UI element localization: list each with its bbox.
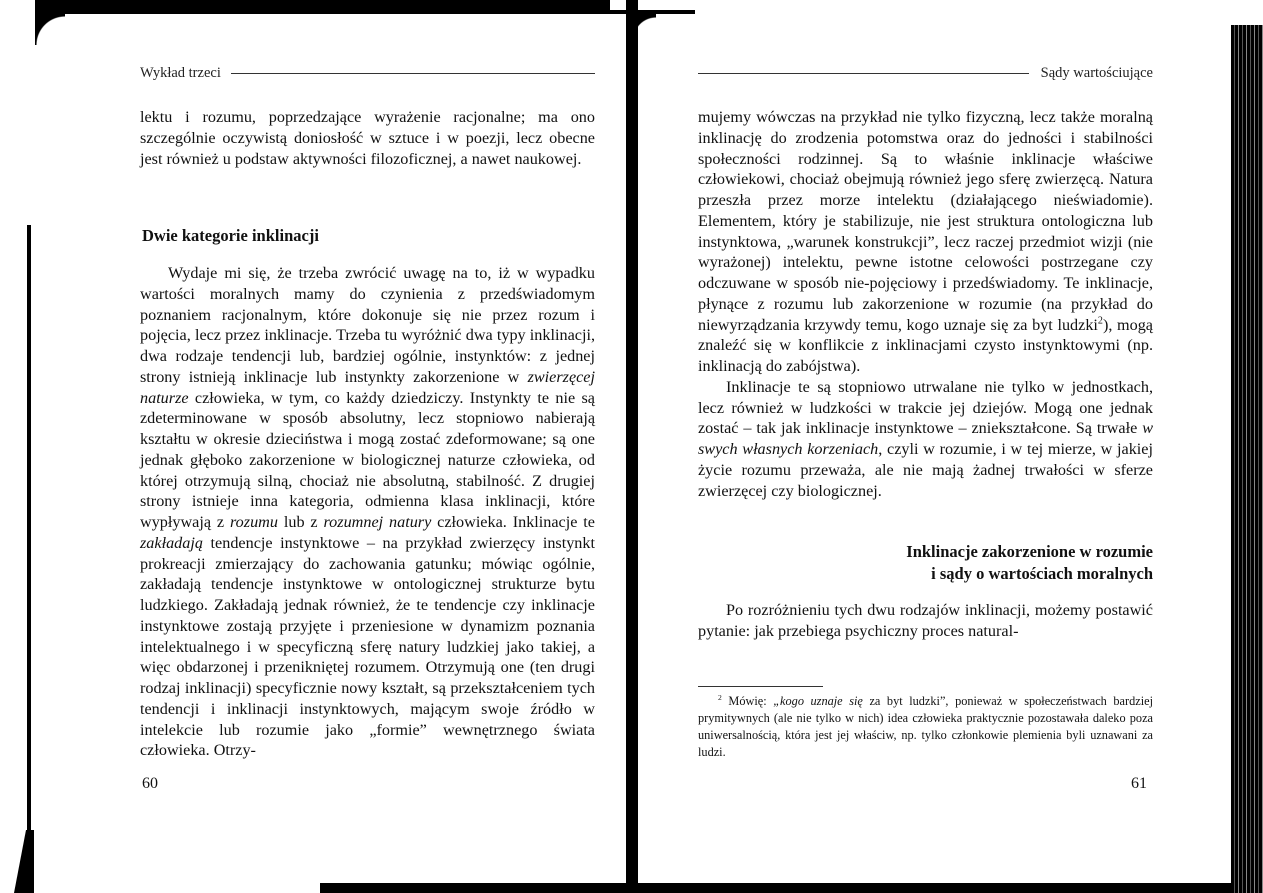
intro-paragraph — [140, 107, 595, 169]
paragraph-text: Wydaje mi się, że trzeba zwrócić uwagę na to, iż w wypadku wartości moralnych mamy do czynienia z przedświadomym poznaniem racjonalnym, które dokonuje się nie przez rozum i pojęcia, lecz przez inklinacje. Trzeba tu wyróżnić dwa typy inklinacji, dwa rodzaje tendencji lub, bardziej ogólnie, instynktów: z jednej strony istnieją inklinacje lub instynkty zakorzenione w zwierzęcej naturze człowieka, w tym, co każdy dziedziczy. Instynkty te nie są zdeterminowane w sposób absolutny, lecz stopniowo nabierają kształtu w okresie dzieciństwa i mogą zostać zdeformowane; są one jednak głęboko zakorzenione w biologicznej naturze człowieka, od której otrzymują silną, chociaż nie absolutną, stabilność. Z drugiej strony istnieje inna kategoria, odmienna klasa inklinacji, które wypływają z rozumu lub z rozumnej natury człowieka. Inklinacje te zakładają tendencje instynktowe – na przykład zwierzęcy instynkt prokreacji zmierzający do zachowania gatunku; mówiąc ogólnie, zakładają tendencje instynktowe w ontologicznej strukturze bytu ludzkiego. Zakładają jednak również, że te tendencje czy inklinacje instynktowe zostają przyjęte i przeniesione w dynamizm poznania intelektualnego i w specyficzną sferę natury ludzkiej jako takiej, a więc obdarzonej i przenikniętej rozumem. Otrzymują one (ten drugi rodzaj inklinacji) specyficznie nowy kształt, są przekształceniem tych tendencji i inklinacji instynktowych, mającym swoje źródło w intelekcie lub rozumie jako „formie” wewnętrznego świata człowieka. Otrzy- — [140, 264, 595, 760]
main-paragraph — [140, 263, 595, 761]
footnote — [698, 693, 1153, 761]
paragraph-text: lektu i rozumu, poprzedzające wyrażenie racjonalne; ma ono szczególnie oczywistą doniosłość w sztuce i w poezji, lecz obecne jest również u podstaw aktywności filozoficznej, a nawet naukowej. — [140, 108, 595, 168]
section-heading — [698, 541, 1153, 585]
scan-border-top-left — [35, 0, 610, 14]
page-number: 61 — [1131, 775, 1147, 792]
scan-border-corner — [35, 10, 65, 45]
emphasis: rozumu — [229, 513, 278, 531]
running-head-right — [698, 65, 1153, 82]
scan-border-left — [27, 225, 31, 893]
emphasis: „kogo uznaje się — [773, 694, 863, 708]
heading-line: i sądy o wartościach moralnych — [931, 564, 1153, 583]
heading-line: Inklinacje zakorzenione w rozumie — [906, 542, 1153, 561]
running-head-rule — [231, 73, 595, 74]
emphasis: w swych własnych korzeniach — [698, 419, 1153, 458]
paragraph-text: Inklinacje te są stopniowo utrwalane nie tylko w jednostkach, lecz również w ludzkości w trakcie jej dziejów. Mogą one jednak zostać – tak jak inklinacje instynktowe – zniekształcone. Są trwałe w swych własnych korzeniach, czyli w rozumie, i w tej mierze, w jakiej życie rozumu przeważa, ale nie mają żadnej trwałości w sferze zwierzęcej czy biologicznej. — [698, 377, 1153, 500]
section-heading: Dwie kategorie inklinacji — [142, 226, 319, 245]
running-head-rule — [698, 73, 1029, 74]
book-gutter-shadow — [626, 0, 638, 893]
running-head-text: Sądy wartościujące — [1040, 65, 1153, 81]
footnote-reference[interactable]: 2 — [1097, 315, 1103, 327]
paragraph-text: Po rozróżnieniu tych dwu rodzajów inklinacji, możemy postawić pytanie: jak przebiega psychiczny proces natural- — [698, 601, 1153, 640]
footnote-text: $^2$ Mówię: „kogo uznaje się za byt ludzki”, ponieważ w społeczeństwach bardziej prymitywnych (ale nie tylko w nich) idea człowieka praktycznie pozostawała daleko poza uniwersalnością, która jest jej właściw, np. tylko członkowie plemienia byli uznawani za ludzi. — [698, 692, 1154, 759]
page-number: 60 — [142, 775, 158, 792]
running-head-left — [140, 65, 595, 82]
scan-border-bottom-left — [14, 830, 34, 893]
emphasis: zwierzęcej naturze — [140, 367, 595, 407]
emphasis: zakładają — [140, 533, 203, 552]
footnote-number: 2 — [718, 692, 722, 702]
paragraph-text: mujemy wówczas na przykład nie tylko fizyczną, lecz także moralną inklinację do zrodzenia potomstwa oraz do jedności i stabilności społeczności rodzinnej. Są to właśnie inklinacje właściwe człowiekowi, chociaż obejmują również jego sferę zwierzęcą. Natura przeszła przez morze intelektu (działającego nieświadomie). Elementem, który je stabilizuje, nie jest struktura ontologiczna lub instynktowa, „warunek konstrukcji”, lecz raczej przedmiot wizji (nie wyrażonej) intelektu, pewne istotne celowości postrzegane czy odczuwane w sposób nie-pojęciowy i przedświadomy. Te inklinacje, płynące z rozumu lub zakorzenione w rozumie (na przykład do niewyrządzania krzywdy temu, kogo uznaje się za byt ludzki$^2$), mogą znaleźć się w konflikcie z inklinacjami czysto instynktowymi (np. inklinacją do zabójstwa). — [698, 108, 1153, 375]
book-page-edges — [1231, 25, 1263, 893]
book-gutter-flare — [630, 10, 656, 40]
continued-paragraph — [698, 107, 1153, 501]
scan-border-bottom — [320, 883, 1263, 893]
paragraph — [698, 600, 1153, 642]
running-head-text: Wykład trzeci — [140, 65, 221, 81]
footnote-rule — [698, 686, 823, 687]
emphasis: rozumnej natury — [323, 513, 432, 531]
